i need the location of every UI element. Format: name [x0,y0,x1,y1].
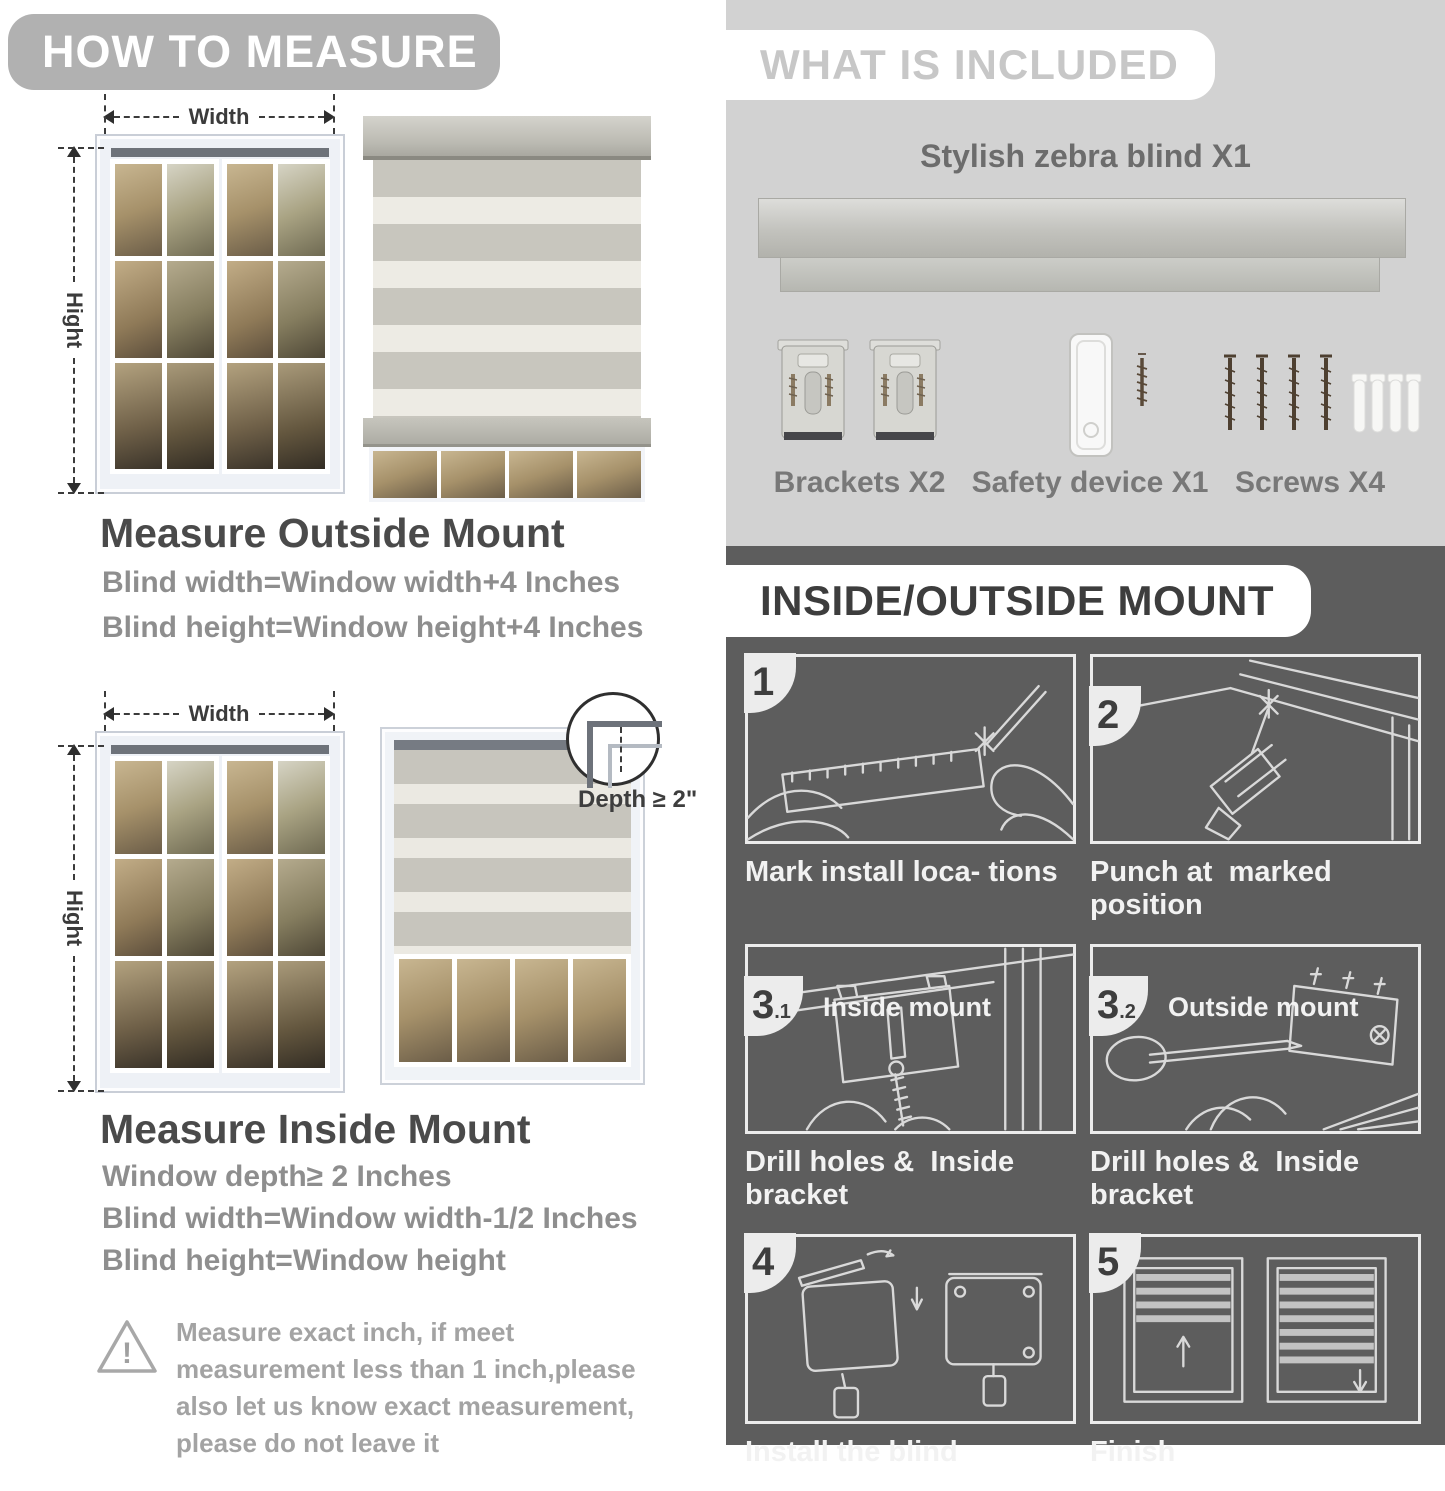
window-pane [441,451,505,498]
what-is-included-section [726,0,1445,546]
dashed-line [73,157,75,282]
window-sash [222,756,331,1073]
window-pane [278,261,325,358]
window-pane [278,961,325,1068]
hight-label-outside: Hight [62,291,87,349]
depth-detail-magnifier [566,692,660,786]
window-pane [227,761,274,854]
dashed-line [73,956,75,1081]
window-pane [515,959,568,1062]
window-illustration-outside [95,134,345,494]
inside-mount-line-1: Window depth≥ 2 Inches [102,1160,452,1193]
step-3-2-title: Outside mount [1168,992,1359,1022]
dashed-line [259,713,324,715]
height-arrow-inside [62,744,87,1092]
finish-art [1093,1237,1418,1421]
outside-bracket-art [1093,947,1418,1131]
window-pane [167,261,214,358]
blind-zebra-fabric [373,160,641,418]
window-pane [278,363,325,469]
window-pane [167,761,214,854]
step-number: 2 [1097,693,1120,737]
step-number: 3 [752,983,775,1027]
screws-illustration [1218,348,1418,452]
width-label-outside: Width [188,104,250,129]
how-to-measure-header [8,14,500,90]
dashed-line [73,755,75,880]
step-number: 3 [1097,983,1120,1027]
step-3-2 [1090,944,1421,1212]
step-3-1-title: Inside mount [823,992,991,1022]
guide-line [58,745,104,747]
step-3-1-caption: Drill holes & Inside bracket [745,1146,1023,1211]
step-1-caption: Mark install loca- tions [745,856,1058,888]
step-number-sub: .1 [774,1001,791,1023]
window-pane [167,859,214,956]
what-is-included-header [726,30,1215,100]
mount-header [726,565,1311,637]
brackets-label: Brackets X2 [773,466,946,499]
window-pane [509,451,573,498]
outside-mount-line-2: Blind height=Window height+4 Inches [102,611,644,644]
product-label: Stylish zebra blind X1 [920,138,1251,174]
window-pane [227,363,274,469]
step-4-caption: Install the blind [745,1436,958,1468]
step-5-panel [1090,1234,1421,1424]
window-sash [222,159,331,474]
step-number: 5 [1097,1240,1120,1284]
inside-mount-title: Measure Inside Mount [100,1106,531,1152]
window-pane [373,451,437,498]
window-pane [115,961,162,1068]
punch-position-art [1093,657,1418,841]
screws-label: Screws X4 [1234,466,1386,499]
headrail-product-illustration [758,198,1406,294]
step-number: 1 [752,660,775,704]
window-pane [457,959,510,1062]
window-pane [573,959,626,1062]
guide-line [58,1090,104,1092]
brackets-illustration [778,336,942,454]
depth-label: Depth ≥ 2" [578,786,698,813]
window-pane [278,859,325,956]
guide-line [333,94,335,134]
frame-corner-inner [608,744,663,788]
mount-steps-grid [745,654,1421,1491]
hight-label-inside: Hight [62,889,87,947]
window-sash [110,159,219,474]
step-3-1-panel [745,944,1076,1134]
what-is-included-title: WHAT IS INCLUDED [760,41,1179,88]
dashed-line [114,713,179,715]
safety-device-illustration [1052,330,1162,462]
width-arrow-inside [103,701,335,726]
step-1-panel [745,654,1076,844]
window-sash [110,756,219,1073]
inside-mount-line-3: Blind height=Window height [102,1244,506,1277]
window-pane [167,961,214,1068]
step-1 [745,654,1076,922]
window-pane [227,164,274,256]
guide-line [58,492,104,494]
mark-locations-art [748,657,1073,841]
window-pane [115,363,162,469]
height-arrow-outside [62,146,87,494]
window-headrail-track [111,745,329,754]
window-pane [399,959,452,1062]
depth-dashed-line [620,727,622,773]
step-3-2-caption: Drill holes & Inside bracket [1090,1146,1368,1211]
window-pane [227,961,274,1068]
measure-warning-text: Measure exact inch, if meet measurement less than 1 inch,please also let us know exact measurement, please do not leave it [176,1317,636,1458]
guide-line [58,147,104,149]
headrail-top-bar [758,198,1406,258]
blind-bottomrail [363,418,651,447]
dashed-line [259,116,324,118]
window-pane [577,451,641,498]
dashed-line [114,116,179,118]
width-arrow-outside [103,104,335,129]
window-headrail-track [111,148,329,157]
step-5-caption: Finish [1090,1436,1176,1468]
warning-triangle-icon [94,1316,160,1378]
guide-line [104,691,106,731]
safety-device-label: Safety device X1 [971,466,1209,499]
svg-text:!: ! [122,1337,132,1370]
window-sashes [110,756,330,1073]
width-label-inside: Width [188,701,250,726]
step-2-caption: Punch at marked position [1090,856,1340,921]
inside-bracket-art [748,947,1073,1131]
window-pane [167,164,214,256]
zebra-blind-outside-illustration [363,116,651,502]
guide-line [104,94,106,134]
window-pane [167,363,214,469]
blind-headrail [363,116,651,160]
step-4 [745,1234,1076,1469]
window-slice [369,447,645,502]
step-2 [1090,654,1421,922]
step-4-panel [745,1234,1076,1424]
how-to-measure-title: HOW TO MEASURE [42,26,478,77]
window-pane [227,261,274,358]
install-blind-art [748,1237,1073,1421]
window-sashes [110,159,330,474]
mount-title: INSIDE/OUTSIDE MOUNT [760,577,1275,624]
step-2-panel [1090,654,1421,844]
guide-line [333,691,335,731]
window-pane [278,761,325,854]
window-slice [394,954,631,1067]
window-pane [115,164,162,256]
step-3-1 [745,944,1076,1212]
outside-mount-title: Measure Outside Mount [100,510,565,556]
window-pane [227,859,274,956]
window-pane [115,261,162,358]
window-pane [115,859,162,956]
dashed-line [73,358,75,483]
step-number: 4 [752,1240,775,1284]
step-3-2-panel [1090,944,1421,1134]
mount-instructions-section [726,546,1445,1468]
headrail-bottom-bar [780,258,1380,292]
window-pane [115,761,162,854]
outside-mount-line-1: Blind width=Window width+4 Inches [102,566,621,599]
window-pane [278,164,325,256]
inside-mount-line-2: Blind width=Window width-1/2 Inches [102,1202,638,1235]
window-illustration-inside [95,731,345,1093]
step-5 [1090,1234,1421,1469]
step-number-sub: .2 [1119,1001,1136,1023]
